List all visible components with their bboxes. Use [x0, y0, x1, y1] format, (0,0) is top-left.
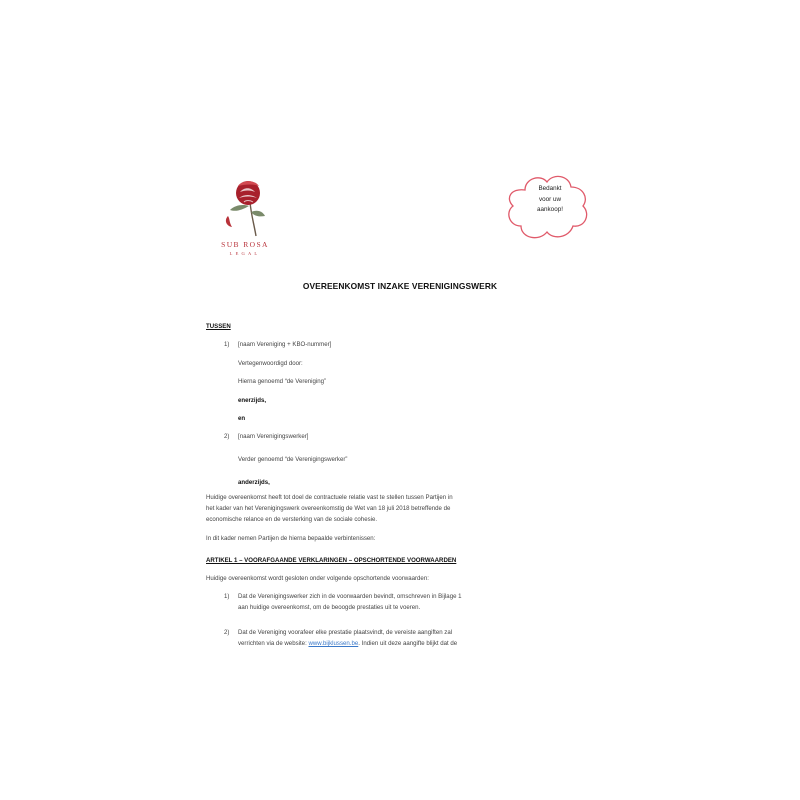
enerzijds-label: enerzijds, — [238, 397, 267, 404]
condition-number: 2) — [224, 629, 230, 636]
party-2-name: [naam Verenigingswerker] — [238, 433, 309, 440]
condition-2-text: . Indien uit deze aangifte blijkt dat de — [358, 640, 458, 647]
thank-you-badge — [503, 170, 593, 245]
document-title: OVEREENKOMST INZAKE VERENIGINGSWERK — [302, 281, 498, 291]
framework-text: In dit kader nemen Partijen de hierna bepaalde verbintenissen: — [206, 535, 376, 542]
party-1-called: Hierna genoemd “de Vereniging” — [238, 378, 327, 385]
website-link[interactable]: www.bijklussen.be — [308, 640, 359, 647]
party-1-representative: Vertegenwoordigd door: — [238, 360, 303, 367]
party-1-name: [naam Vereniging + KBO-nummer] — [238, 341, 332, 348]
party-2-called: Verder genoemd “de Verenigingswerker” — [238, 456, 348, 463]
company-logo — [212, 176, 278, 268]
condition-2-line: Dat de Vereniging voorafeer elke prestatie plaatsvindt, de vereiste aangiften zal — [238, 629, 453, 636]
section-tussen: TUSSEN — [206, 323, 231, 330]
condition-1-line: Dat de Verenigingswerker zich in de voorwaarden bevindt, omschreven in Bijlage 1 — [238, 593, 462, 600]
condition-1-line: aan huidige overeenkomst, om de beoogde prestaties uit te voeren. — [238, 604, 421, 611]
party-number: 2) — [224, 433, 230, 440]
article-1-intro: Huidige overeenkomst wordt gesloten onder volgende opschortende voorwaarden: — [206, 575, 429, 582]
anderzijds-label: anderzijds, — [238, 479, 270, 486]
condition-2-line — [238, 640, 457, 647]
logo-name: SUB ROSA — [221, 240, 269, 249]
badge-line: voor uw — [538, 195, 562, 203]
condition-number: 1) — [224, 593, 230, 600]
intro-line: het kader van het Verenigingswerk overeenkomstig de Wet van 18 juli 2018 betreffende de — [206, 505, 451, 512]
party-number: 1) — [224, 341, 230, 348]
article-1-heading: ARTIKEL 1 – VOORAFGAANDE VERKLARINGEN – OPSCHORTENDE VOORWAARDEN — [206, 557, 457, 564]
condition-2-text: verrichten via de website: — [238, 640, 307, 647]
badge-line: Bedankt — [538, 185, 562, 192]
badge-line: aankoop! — [537, 206, 563, 214]
rose-icon — [220, 176, 270, 238]
intro-line: economische relance en de versterking van de sociale cohesie. — [206, 516, 378, 523]
en-label: en — [238, 415, 246, 422]
badge-text — [521, 184, 579, 216]
intro-line: Huidige overeenkomst heeft tot doel de contractuele relatie vast te stellen tussen Partijen in — [206, 494, 453, 501]
logo-subtitle: LEGAL — [229, 251, 261, 256]
